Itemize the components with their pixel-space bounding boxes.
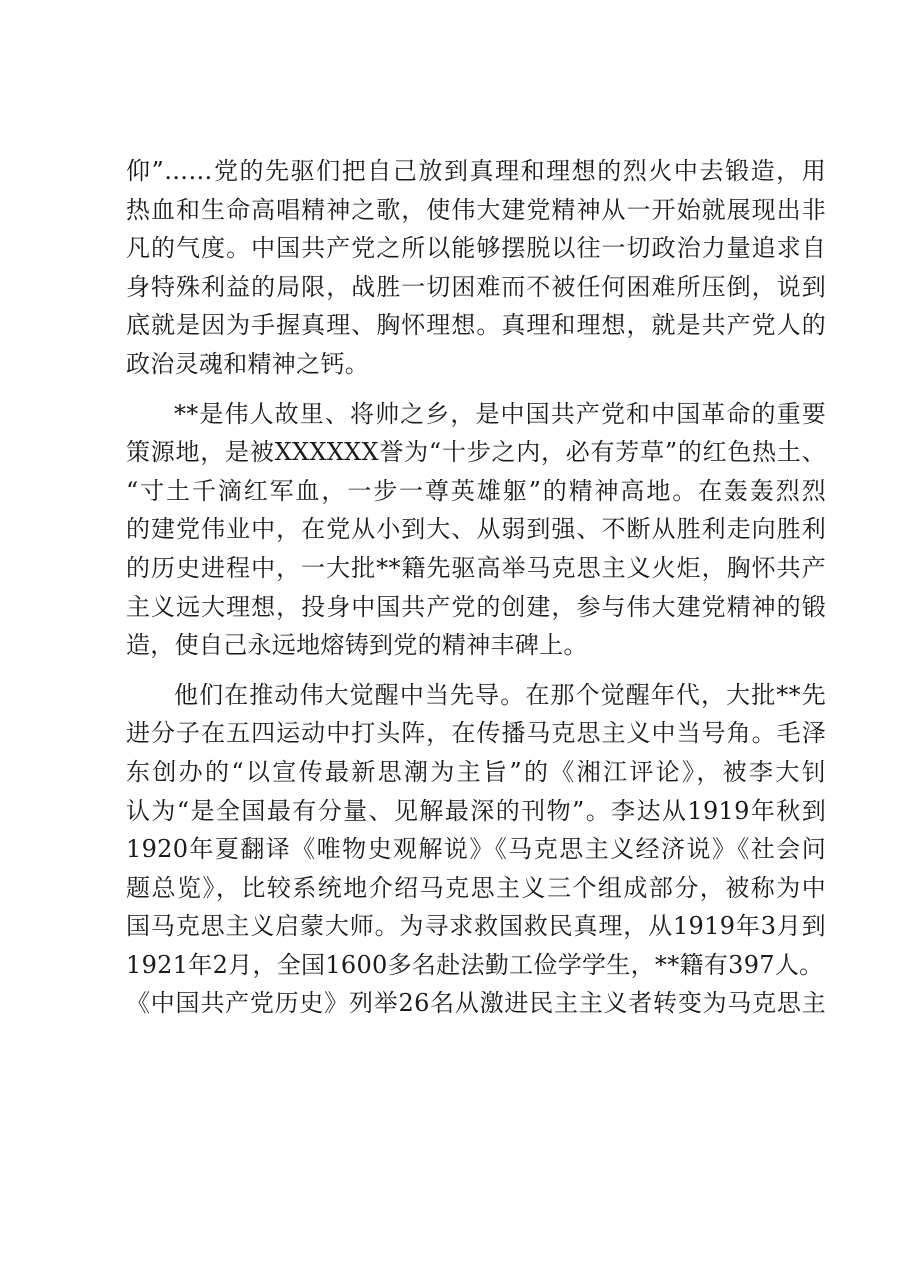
body-text [126,152,826,1023]
text-line: 造，使自己永远地熔铸到党的精神丰碑上。 [126,631,588,660]
text-line: 认为“是全国最有分量、见解最深的刊物”。李达从1919年秋到 [126,796,826,825]
text-line: **是伟人故里、将帅之乡，是中国共产党和中国革命的重要 [174,399,826,428]
paragraph-1 [126,152,826,384]
text-line: 东创办的“以宣传最新思潮为主旨”的《湘江评论》，被李大钊 [126,757,826,786]
text-line: 底就是因为手握真理、胸怀理想。真理和理想，就是共产党人的 [126,311,826,340]
text-line: 的建党伟业中，在党从小到大、从弱到强、不断从胜利走向胜利 [126,515,826,544]
text-line: 题总览》，比较系统地介绍马克思主义三个组成部分，被称为中 [126,873,826,902]
text-line: 1921年2月，全国1600多名赴法勤工俭学学生，**籍有397人。 [126,950,824,979]
text-line: 主义远大理想，投身中国共产党的创建，参与伟大建党精神的锻 [126,592,826,621]
text-line: 进分子在五四运动中打头阵，在传播马克思主义中当号角。毛泽 [126,719,826,748]
text-line: 1920年夏翻译《唯物史观解说》《马克思主义经济说》《社会问 [126,835,826,864]
paragraph-3 [126,676,826,1023]
text-line: 的历史进程中，一大批**籍先驱高举马克思主义火炬，胸怀共产 [126,553,826,582]
paragraph-2 [126,395,826,665]
text-line: 策源地，是被XXXXXX誉为“十步之内，必有芳草”的红色热土、 [126,438,826,467]
text-line: 国马克思主义启蒙大师。为寻求救国救民真理，从1919年3月到 [126,912,826,941]
text-line: 身特殊利益的局限，战胜一切困难而不被任何困难所压倒，说到 [126,272,826,301]
text-line: 仰”……党的先驱们把自己放到真理和理想的烈火中去锻造，用 [126,157,826,185]
text-line: 凡的气度。中国共产党之所以能够摆脱以往一切政治力量追求自 [126,234,826,263]
text-line: 《中国共产党历史》列举26名从激进民主主义者转变为马克思主 [126,989,826,1018]
text-line: 政治灵魂和精神之钙。 [126,349,369,378]
text-line: “寸土千滴红军血，一步一尊英雄躯”的精神高地。在轰轰烈烈 [126,476,826,505]
text-line: 他们在推动伟大觉醒中当先导。在那个觉醒年代，大批**先 [174,680,826,709]
text-line: 热血和生命高唱精神之歌，使伟大建党精神从一开始就展现出非 [126,195,826,224]
